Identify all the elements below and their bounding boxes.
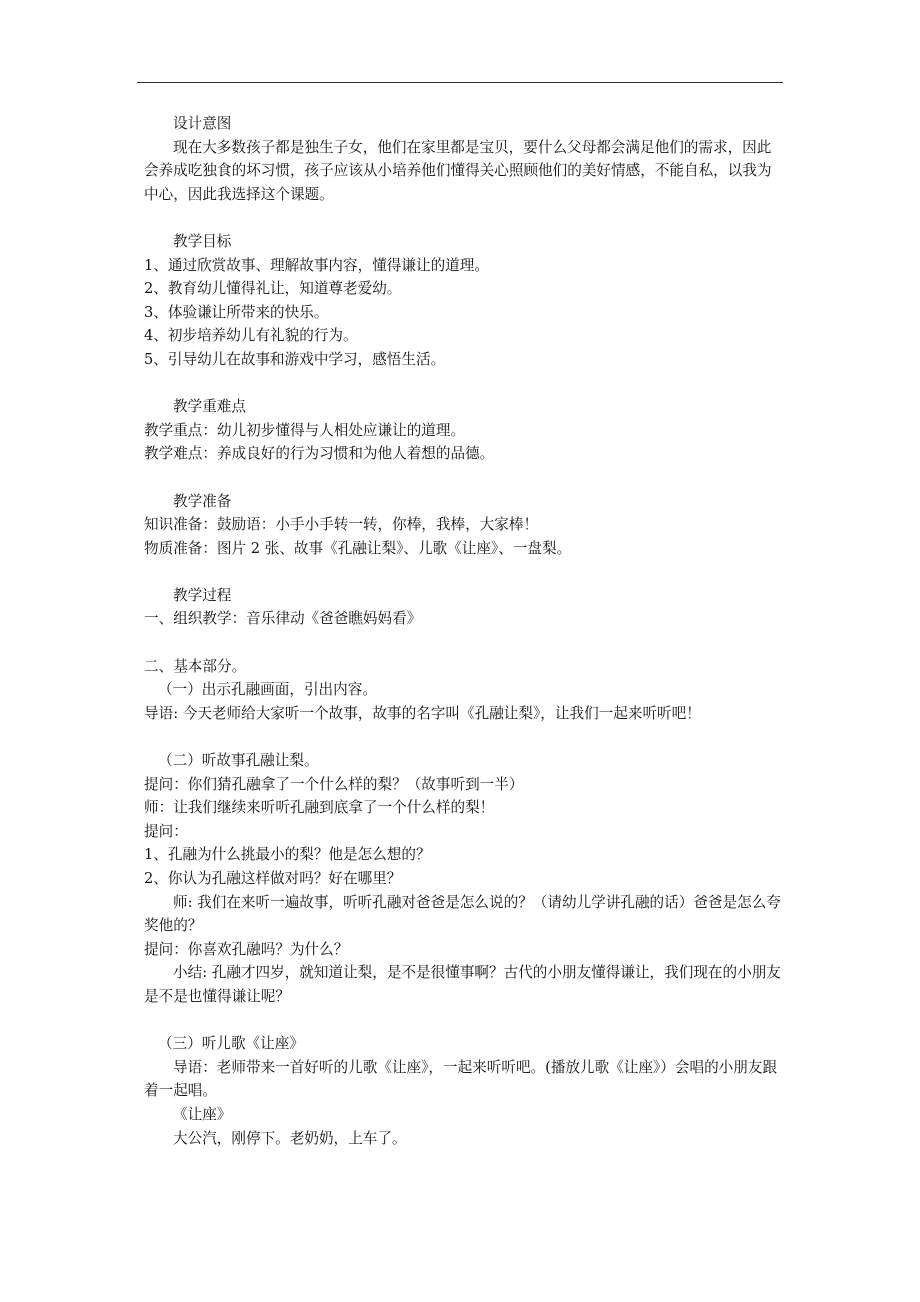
goal-item-1: 1、通过欣赏故事、理解故事内容，懂得谦让的道理。 [144,256,489,274]
spacer [144,206,784,230]
part2-question-3: 提问：你喜欢孔融吗？为什么？ [144,940,349,958]
part2-summary [144,961,784,1008]
process-step-2: 二、基本部分。 [144,657,247,675]
part2-teacher-1: 师：让我们继续来听听孔融到底拿了一个什么样的梨！ [144,799,495,817]
song-line: 大公汽，刚停下。老奶奶，上车了。 [173,1129,407,1147]
goal-item-2: 2、教育幼儿懂得礼让，知道尊老爱幼。 [144,280,402,298]
section-heading-keypoints: 教学重难点 [173,398,246,416]
part2-question-1: 提问：你们猜孔融拿了一个什么样的梨？（故事听到一半） [144,775,524,793]
process-step-1: 一、组织教学：音乐律动《爸爸瞧妈妈看》 [144,610,422,628]
material-prep: 物质准备：图片 2 张、故事《孔融让梨》、儿歌《让座》、一盘梨。 [144,539,572,557]
part2-teacher-2-text: 师: 我们在来听一遍故事，听听孔融对爸爸是怎么说的？（请幼儿学讲孔融的话）爸爸是怎么夸奖他的？ [144,893,781,935]
part3-title: （三）听儿歌《让座》 [158,1035,304,1053]
spacer [144,372,784,396]
spacer [144,631,784,655]
goal-item-3: 3、体验谦让所带来的快乐。 [144,303,329,321]
spacer [144,1009,784,1033]
part2-teacher-2 [144,891,784,938]
goal-item-4: 4、初步培养幼儿有礼貌的行为。 [144,327,358,345]
part2-question-2a: 1、孔融为什么挑最小的梨？他是怎么想的？ [144,846,431,864]
spacer [144,560,784,584]
section-heading-goals: 教学目标 [173,232,232,250]
part1-title: （一）出示孔融画面，引出内容。 [158,681,377,699]
part2-question-2b: 2、你认为孔融这样做对吗？好在哪里？ [144,870,402,887]
key-point: 教学重点：幼儿初步懂得与人相处应谦让的道理。 [144,421,466,439]
section-heading-prep: 教学准备 [173,492,232,510]
part1-guide: 导语: 今天老师给大家听一个故事，故事的名字叫《孔融让梨》，让我们一起来听听吧！ [144,704,701,722]
spacer [144,725,784,749]
part2-title: （二）听故事孔融让梨。 [158,752,319,770]
knowledge-prep: 知识准备：鼓励语：小手小手转一转，你棒，我棒，大家棒！ [144,516,539,534]
document-body [144,112,784,1150]
section-heading-design: 设计意图 [173,115,232,132]
section-heading-process: 教学过程 [173,586,232,604]
part3-guide [144,1056,784,1103]
design-paragraph-text: 现在大多数孩子都是独生子女，他们在家里都是宝贝，要什么父母都会满足他们的需求，因此会养成吃独食的坏习惯，孩子应该从小培养他们懂得关心照顾他们的美好情感，不能自私，以我为中心，因此我选择这个课题。 [144,138,772,203]
difficult-point: 教学难点：养成良好的行为习惯和为他人着想的品德。 [144,445,495,463]
design-paragraph [144,136,784,207]
part2-question-2: 提问： [144,822,188,840]
part3-guide-text: 导语：老师带来一首好听的儿歌《让座》，一起来听听吧。(播放儿歌《让座》）会唱的小朋友跟着一起唱。 [144,1058,778,1100]
spacer [144,466,784,490]
part2-summary-text: 小结: 孔融才四岁，就知道让梨，是不是很懂事啊？古代的小朋友懂得谦让，我们现在的小朋友是不是也懂得谦让呢？ [144,964,781,1005]
goal-item-5: 5、引导幼儿在故事和游戏中学习，感悟生活。 [144,350,446,368]
song-title: 《让座》 [173,1105,232,1123]
header-rule [137,82,783,83]
